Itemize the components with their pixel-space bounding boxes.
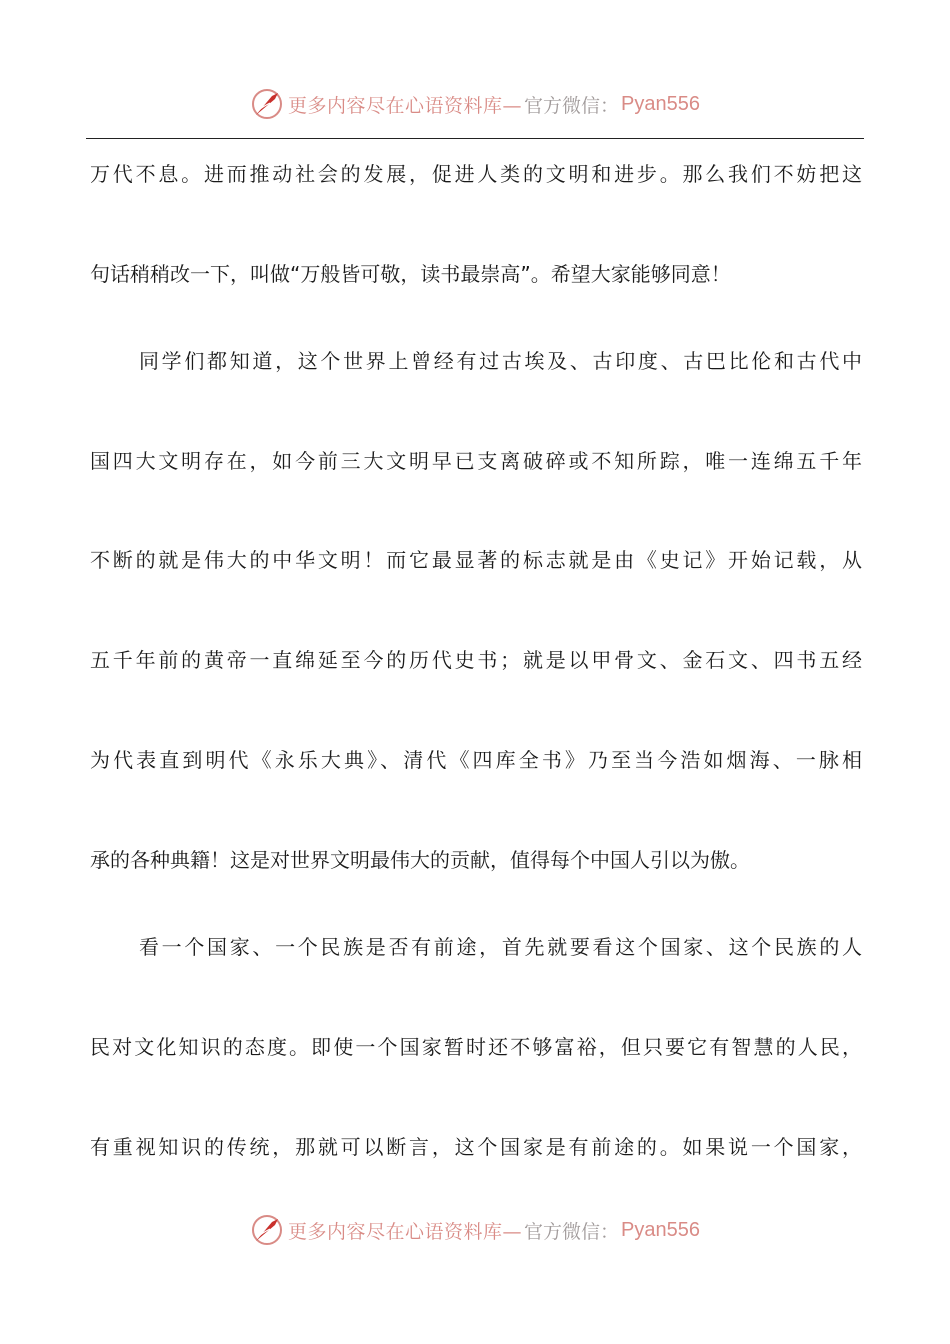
header-wechat-id: Pyan556 [621,92,700,115]
text-line: 不断的就是伟大的中华文明！而它最显著的标志就是由《史记》开始记载，从 [90,548,862,572]
quill-pen-circle-icon [250,1213,284,1247]
quill-pen-circle-icon [250,87,284,121]
text-line: 有重视知识的传统，那就可以断言，这个国家是有前途的。如果说一个国家， [90,1135,862,1159]
header-banner [0,84,950,124]
text-line: 民对文化知识的态度。即使一个国家暂时还不够富裕，但只要它有智慧的人民， [90,1035,862,1059]
text-line: 五千年前的黄帝一直绵延至今的历代史书；就是以甲骨文、金石文、四书五经 [90,648,862,672]
text-line: 为代表直到明代《永乐大典》、清代《四库全书》乃至当今浩如烟海、一脉相 [90,748,862,772]
text-line: 万代不息。进而推动社会的发展，促进人类的文明和进步。那么我们不妨把这 [90,162,862,186]
text-line: 同学们都知道，这个世界上曾经有过古埃及、古印度、古巴比伦和古代中 [139,349,862,373]
header-wechat-label: 官方微信： [524,94,620,117]
text-line: 承的各种典籍！这是对世界文明最伟大的贡献，值得每个中国人引以为傲。 [90,848,750,872]
header-site-name: 更多内容尽在心语资料库— [288,94,523,117]
footer-site-name: 更多内容尽在心语资料库— [288,1220,523,1243]
footer-wechat-label: 官方微信： [524,1220,620,1243]
text-line: 句话稍稍改一下，叫做“万般皆可敬，读书最崇高”。希望大家能够同意！ [90,262,731,286]
text-line: 看一个国家、一个民族是否有前途，首先就要看这个国家、这个民族的人 [139,935,862,959]
footer-banner [0,1210,950,1250]
text-line: 国四大文明存在，如今前三大文明早已支离破碎或不知所踪，唯一连绵五千年 [90,449,862,473]
footer-wechat-id: Pyan556 [621,1218,700,1241]
header-divider [86,138,864,139]
